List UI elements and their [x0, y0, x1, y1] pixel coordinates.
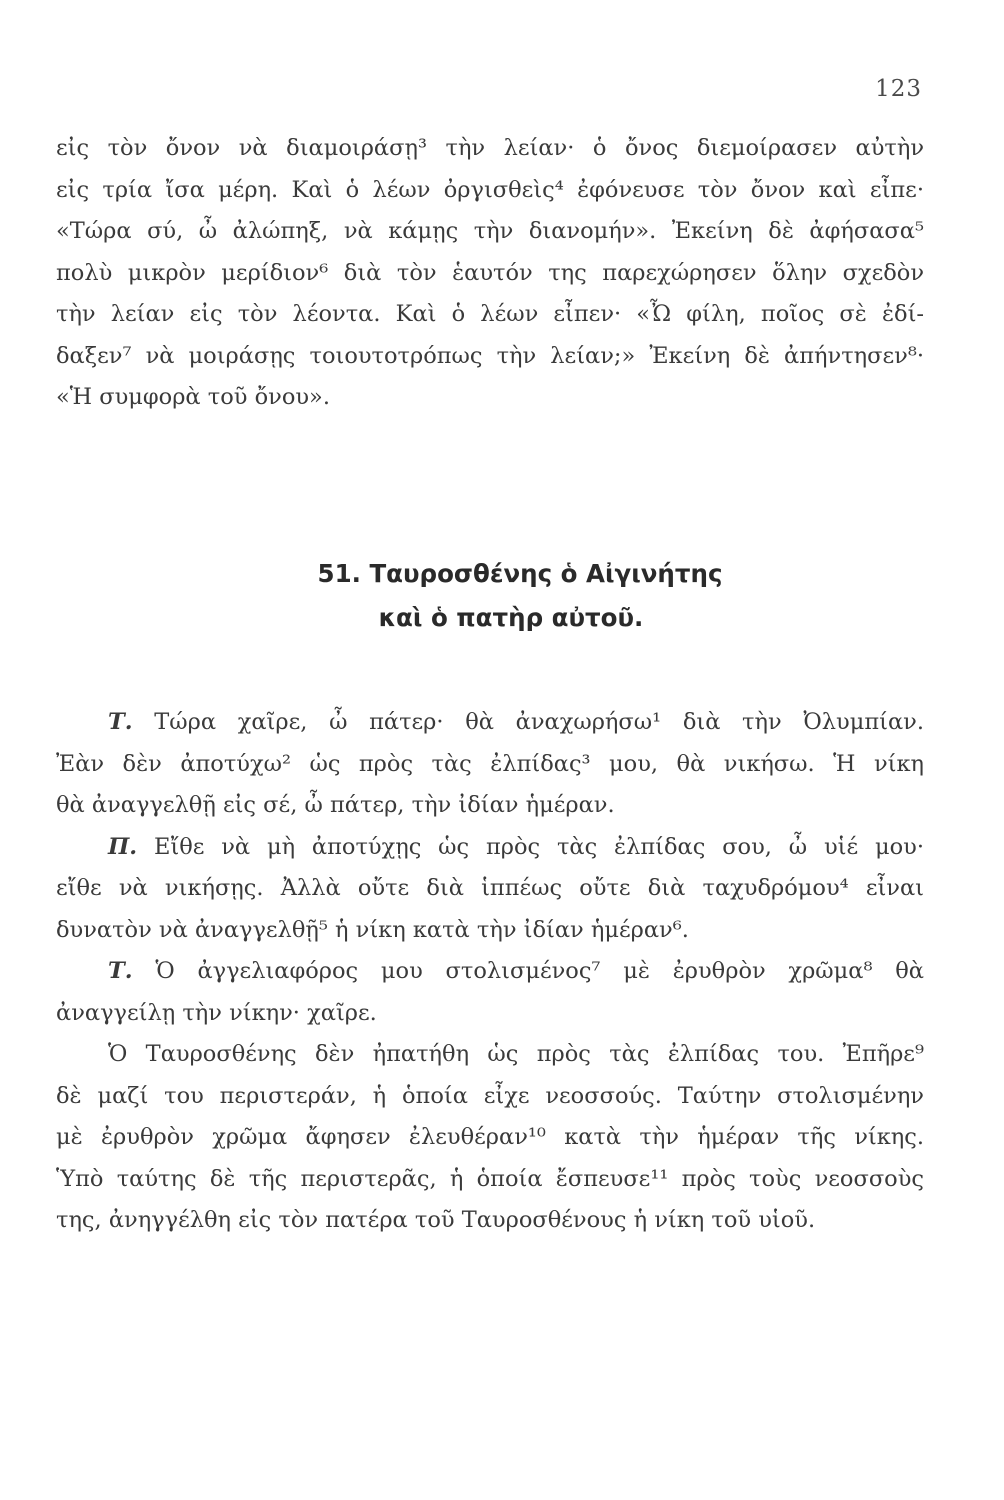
prelude-paragraph — [56, 128, 924, 419]
dialogue-line — [56, 702, 924, 744]
text-line: ἀναγγείλῃ τὴν νίκην· χαῖρε. — [56, 999, 377, 1026]
dialogue-text: Ὁ ἀγγελιαφόρος μου στολισμένος⁷ μὲ ἐρυθρὸν χρῶμα⁸ θὰ — [132, 958, 924, 984]
text-line: Ὁ Ταυροσθένης δὲν ἠπατήθη ὡς πρὸς τὰς ἐλπίδας του. Ἐπῆρε⁹ — [108, 1041, 924, 1067]
story-title — [0, 552, 1004, 640]
text-line: μὲ ἐρυθρὸν χρῶμα ἄφησεν ἐλευθέραν¹⁰ κατὰ τὴν ἡμέραν τῆς νίκης. — [56, 1124, 924, 1150]
text-line: της, ἀνηγγέλθη εἰς τὸν πατέρα τοῦ Ταυροσθένους ἡ νίκη τοῦ υἱοῦ. — [56, 1207, 816, 1233]
text-line: πολὺ μικρὸν μερίδιον⁶ διὰ τὸν ἑαυτόν της παρεχώρησεν ὅλην σχεδὸν — [56, 259, 924, 286]
text-line: «Τώρα σύ, ὦ ἀλώπηξ, νὰ κάμῃς τὴν διανομήν». Ἐκείνη δὲ ἀφήσασα⁵ — [56, 218, 924, 244]
speaker-label: Π. — [108, 833, 138, 860]
page-number: 123 — [875, 76, 922, 102]
speaker-label: Τ. — [108, 709, 133, 735]
text-line: εἰς τρία ἴσα μέρη. Καὶ ὁ λέων ὀργισθεὶς⁴ ἐφόνευσε τὸν ὄνον καὶ εἶπε· — [56, 176, 924, 203]
text-line: εἰς τὸν ὄνον νὰ διαμοιράσῃ³ τὴν λείαν· ὁ ὄνος διεμοίρασεν αὐτὴν — [56, 135, 924, 161]
text-line: τὴν λείαν εἰς τὸν λέοντα. Καὶ ὁ λέων εἶπεν· «Ὦ φίλη, ποῖος σὲ ἐδί- — [56, 301, 924, 327]
text-line: Ἐὰν δὲν ἀποτύχω² ὡς πρὸς τὰς ἐλπίδας³ μου, θὰ νικήσω. Ἡ νίκη — [56, 750, 924, 777]
title-line-1: 51. Ταυροσθένης ὁ Αἰγινήτης — [317, 559, 723, 588]
dialogue-text: Εἴθε νὰ μὴ ἀποτύχῃς ὡς πρὸς τὰς ἐλπίδας σου, ὦ υἱέ μου· — [137, 833, 924, 860]
text-line: δαξεν⁷ νὰ μοιράσῃς τοιουτοτρόπως τὴν λείαν;» Ἐκείνη δὲ ἀπήντησεν⁸· — [56, 342, 924, 369]
text-line: θὰ ἀναγγελθῇ εἰς σέ, ὦ πάτερ, τὴν ἰδίαν ἡμέραν. — [56, 792, 615, 818]
speaker-label: Τ. — [108, 958, 133, 984]
story-body — [56, 702, 924, 1242]
text-line: δὲ μαζί του περιστεράν, ἡ ὁποία εἶχε νεοσσούς. Ταύτην στολισμένην — [56, 1082, 924, 1109]
dialogue-text: Τώρα χαῖρε, ὦ πάτερ· θὰ ἀναχωρήσω¹ διὰ τὴν Ὀλυμπίαν. — [132, 709, 924, 735]
text-line: «Ἡ συμφορὰ τοῦ ὄνου». — [56, 384, 330, 410]
text-line: Ὑπὸ ταύτης δὲ τῆς περιστερᾶς, ἡ ὁποία ἔσπευσε¹¹ πρὸς τοὺς νεοσσοὺς — [56, 1165, 924, 1192]
dialogue-line — [56, 827, 924, 869]
text-line: εἴθε νὰ νικήσῃς. Ἀλλὰ οὔτε διὰ ἱππέως οὔτε διὰ ταχυδρόμου⁴ εἶναι — [56, 875, 924, 901]
title-line-2: καὶ ὁ πατὴρ αὐτοῦ. — [378, 603, 644, 632]
text-line: δυνατὸν νὰ ἀναγγελθῇ⁵ ἡ νίκη κατὰ τὴν ἰδίαν ἡμέραν⁶. — [56, 916, 689, 943]
dialogue-line — [56, 951, 924, 993]
